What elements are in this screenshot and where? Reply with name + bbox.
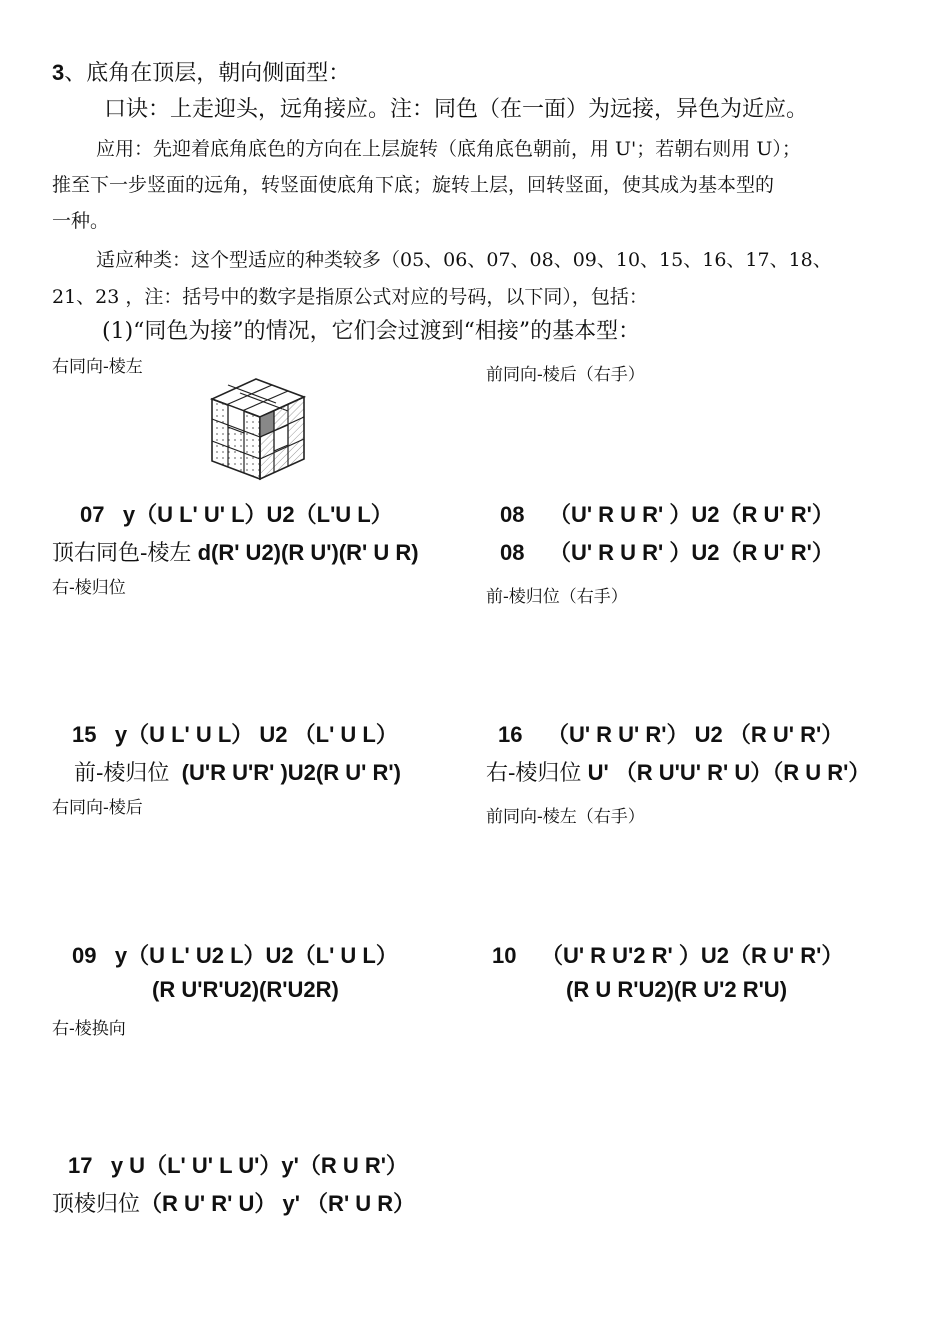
case-10-sequence: （U' R U'2 R' ）U2（R U' R'）	[540, 943, 844, 968]
section-heading	[52, 56, 350, 87]
case-08-alt-number: 08	[500, 540, 525, 565]
case-07-alt-label: 顶右同色-棱左	[52, 541, 192, 566]
case-09-number: 09	[72, 943, 97, 968]
mantra-text: 口诀：上走迎头，远角接应。注：同色（在一面）为远接，异色为近应。	[104, 97, 809, 122]
case-08-alt-formula	[500, 536, 834, 567]
case-08-formula	[500, 498, 834, 529]
case-07-sequence: y（U L' U' L）U2（L'U L）	[122, 502, 393, 527]
case-07-result: 右-棱归位	[52, 578, 126, 598]
case-15-alt-sequence: (U'R U'R' )U2(R U' R')	[181, 760, 401, 785]
case-15-result: 右同向-棱后	[52, 798, 143, 818]
application-line-3: 一种。	[52, 210, 110, 232]
case-17-number: 17	[68, 1153, 93, 1178]
case-15-alt-label: 前-棱归位	[74, 761, 170, 786]
section-number: 3	[52, 60, 65, 85]
case-08-sequence: （U' R U R' ）U2（R U' R'）	[548, 502, 834, 527]
case-10-formula	[492, 939, 843, 970]
case-10-number: 10	[492, 943, 517, 968]
case-09-formula	[72, 939, 398, 970]
case-07-tag: 右同向-棱左	[52, 357, 143, 377]
case-08-tag: 前同向-棱后（右手）	[486, 365, 645, 385]
case-08-result: 前-棱归位（右手）	[486, 587, 628, 607]
application-line-1: 应用：先迎着底角底色的方向在上层旋转（底角底色朝前，用 U'；若朝右则用 U）；	[96, 138, 801, 160]
case-16-number: 16	[498, 722, 523, 747]
types-line-2: 21、23 ，注：括号中的数字是指原公式对应的号码，以下同），包括：	[52, 286, 648, 308]
case-09-result: 右-棱换向	[52, 1019, 126, 1039]
case-16-alt-sequence: U' （R U'U' R' U）（R U R'）	[587, 760, 871, 785]
case-17-alt-formula	[52, 1187, 415, 1218]
case-15-number: 15	[72, 722, 97, 747]
case-15-sequence: y（U L' U L） U2 （L' U L）	[114, 722, 398, 747]
case-16-alt-label: 右-棱归位	[486, 761, 582, 786]
case-16-formula	[498, 718, 843, 749]
case-17-formula	[68, 1149, 408, 1180]
subheading: (1)“同色为接”的情况，它们会过渡到“相接”的基本型：	[102, 319, 641, 344]
case-08-number: 08	[500, 502, 525, 527]
case-07-formula	[80, 498, 393, 529]
case-15-alt-formula	[74, 756, 401, 787]
case-07-alt-sequence: d(R' U2)(R U')(R' U R)	[197, 540, 419, 565]
case-09-alt-formula: (R U'R'U2)(R'U2R)	[152, 977, 339, 1002]
case-10-alt-formula: (R U R'U2)(R U'2 R'U)	[566, 977, 788, 1002]
case-17-alt-label: 顶棱归位	[52, 1192, 141, 1217]
application-line-2: 推至下一步竖面的远角，转竖面使底角下底；旋转上层，回转竖面，使其成为基本型的	[52, 174, 775, 196]
case-08-alt-sequence: （U' R U R' ）U2（R U' R'）	[548, 540, 834, 565]
case-17-alt-sequence: （R U' R' U） y' （R' U R）	[140, 1191, 416, 1216]
case-17-sequence: y U（L' U' L U'）y'（R U R'）	[110, 1153, 408, 1178]
case-07-alt-formula	[52, 536, 419, 567]
case-07-number: 07	[80, 502, 105, 527]
case-15-formula	[72, 718, 398, 749]
case-09-sequence: y（U L' U2 L）U2（L' U L）	[114, 943, 398, 968]
case-16-result: 前同向-棱左（右手）	[486, 807, 645, 827]
case-16-sequence: （U' R U' R'） U2 （R U' R'）	[546, 722, 844, 747]
types-line-1: 适应种类：这个型适应的种类较多（05、06、07、08、09、10、15、16、17、18、	[96, 249, 832, 271]
section-title: 、底角在顶层，朝向侧面型：	[64, 61, 351, 86]
case-16-alt-formula	[486, 756, 870, 787]
rubiks-cube-illustration	[208, 377, 308, 481]
